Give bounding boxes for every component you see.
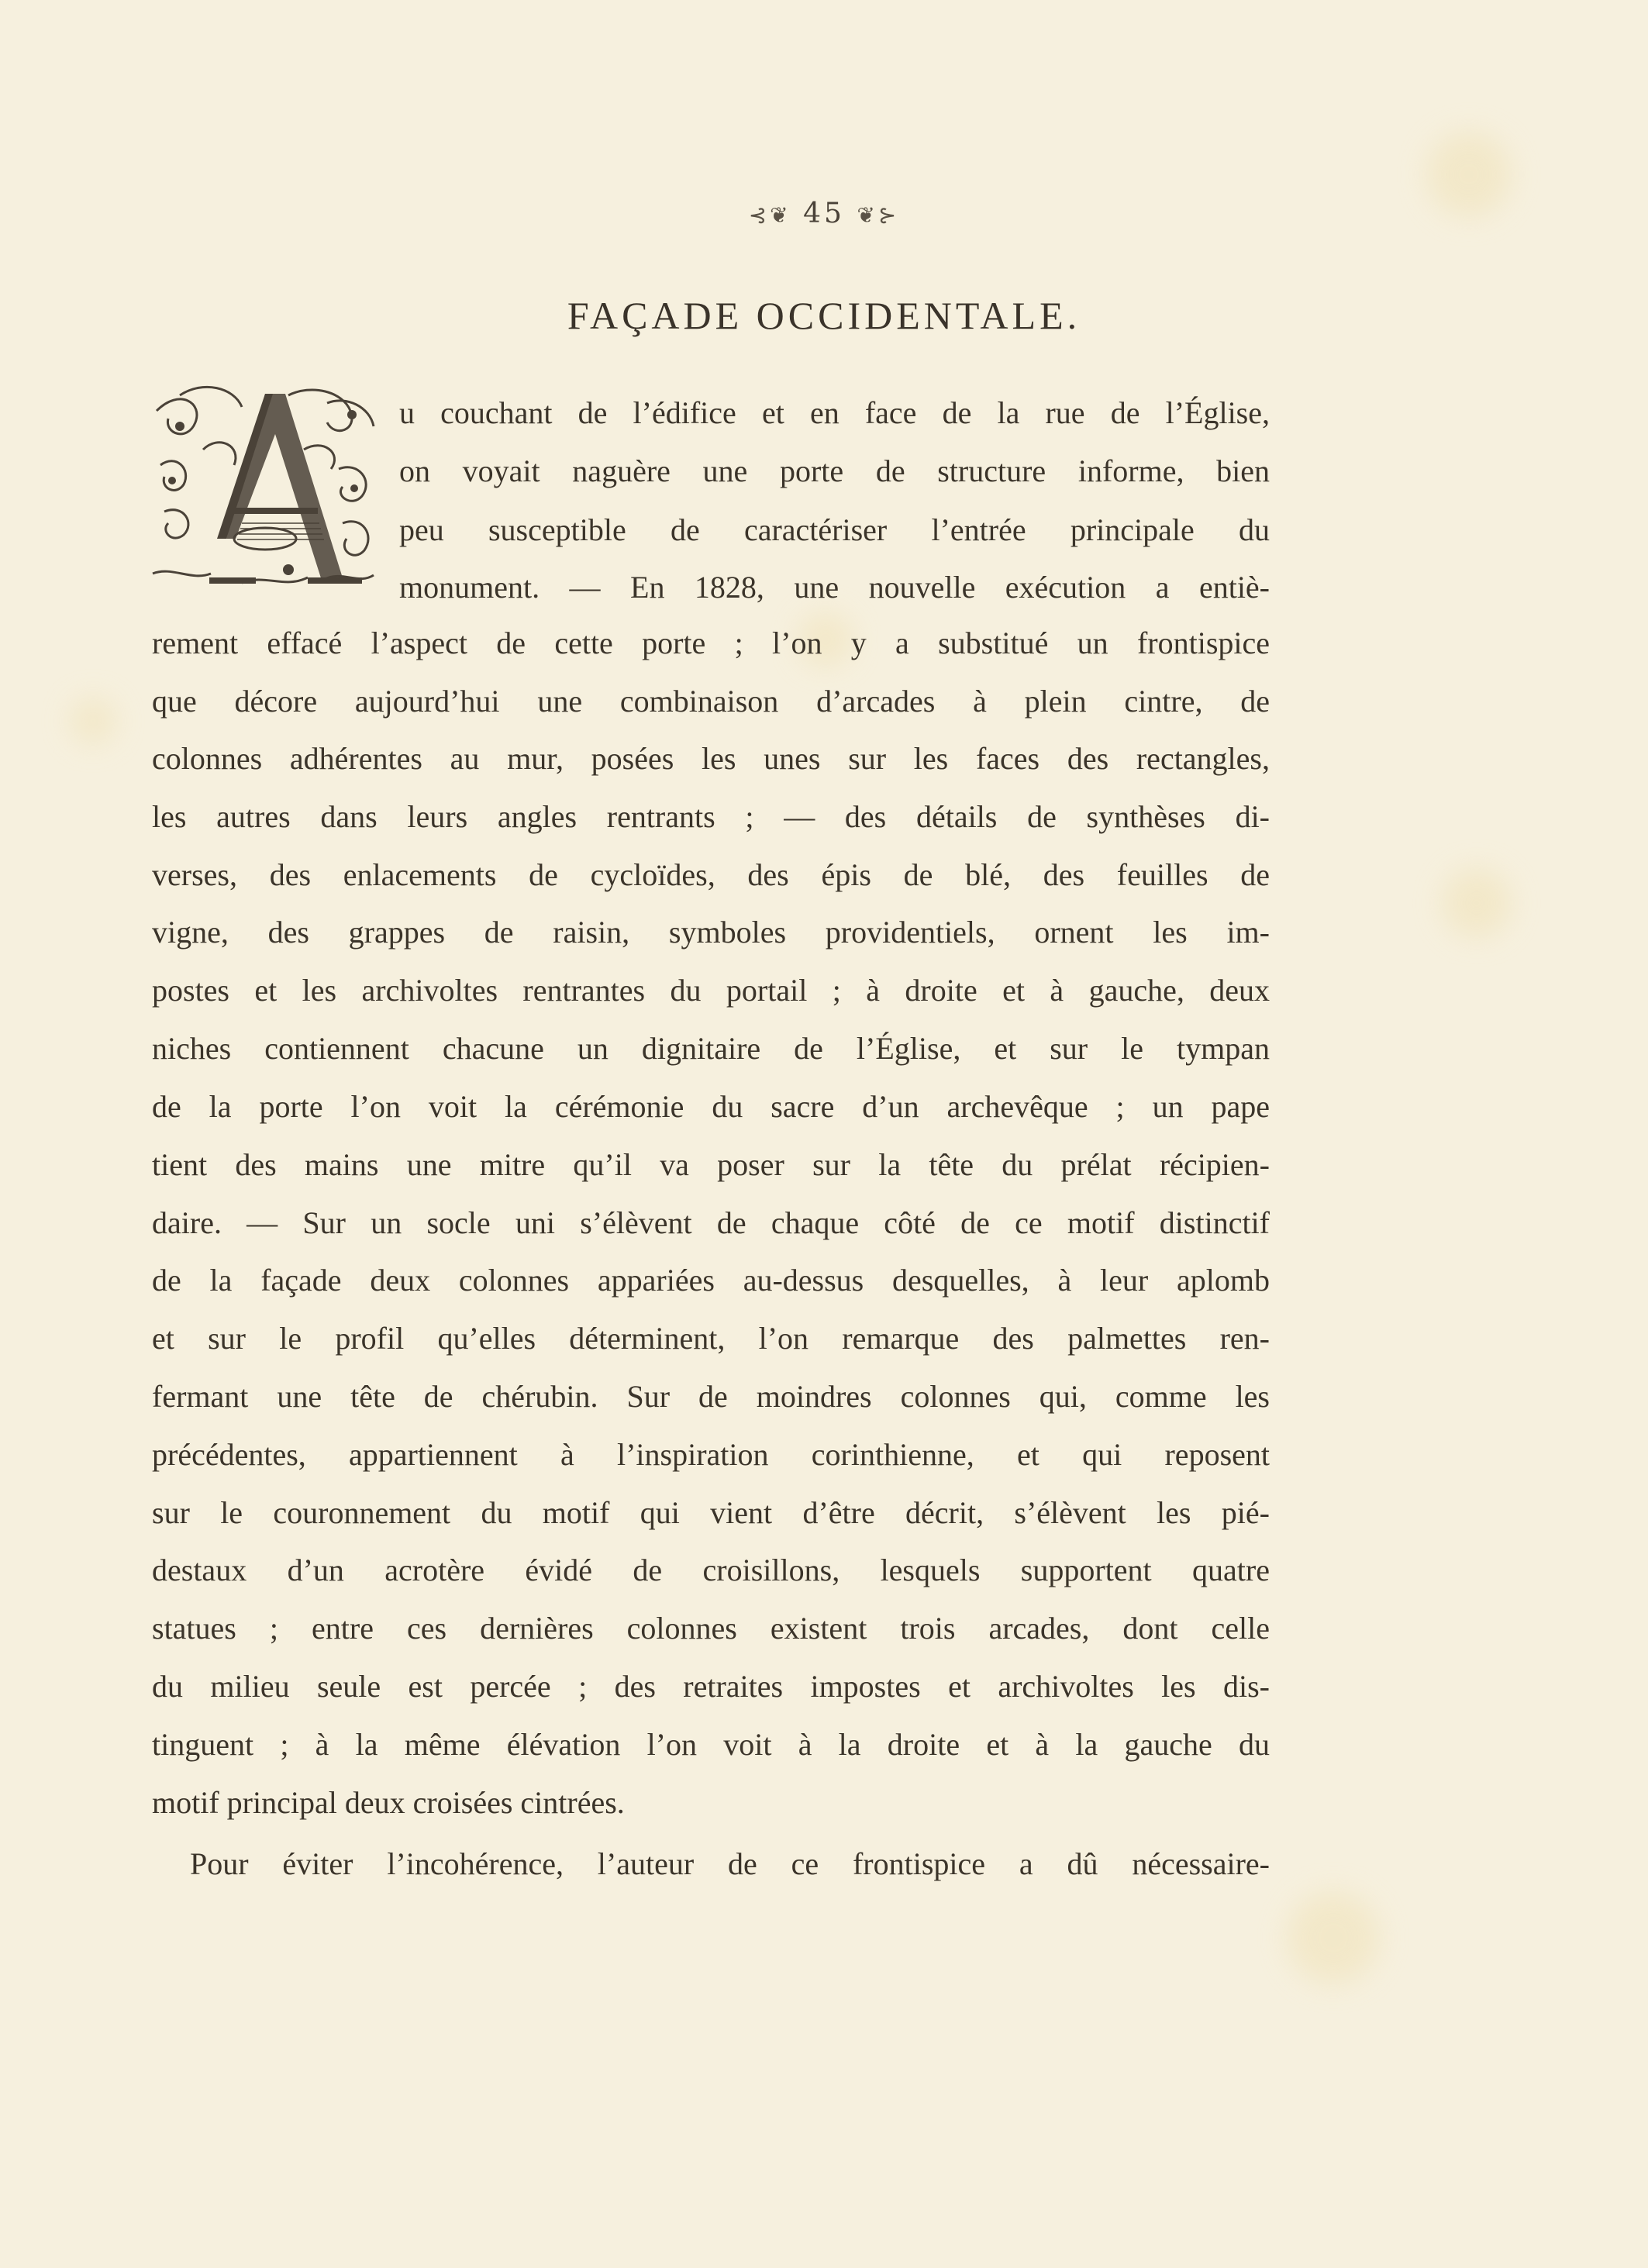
text-line: de la façade deux colonnes appariées au-dessus desquelles, à leur aplomb: [152, 1263, 1270, 1298]
text-line: on voyait naguère une porte de structure informe, bien: [399, 453, 1270, 488]
text-line: tient des mains une mitre qu’il va poser sur la tête du prélat récipien-: [152, 1147, 1270, 1182]
text-line: de la porte l’on voit la cérémonie du sacre d’un archevêque ; un pape: [152, 1089, 1270, 1124]
text-line: fermant une tête de chérubin. Sur de moindres colonnes qui, comme les: [152, 1379, 1270, 1414]
text-line: statues ; entre ces dernières colonnes existent trois arcades, dont celle: [152, 1611, 1270, 1646]
text-line: monument. — En 1828, une nouvelle exécution a entiè-: [399, 570, 1270, 605]
text-line: colonnes adhérentes au mur, posées les unes sur les faces des rectangles,: [152, 741, 1270, 776]
text-line: verses, des enlacements de cycloïdes, des épis de blé, des feuilles de: [152, 857, 1270, 892]
text-line: et sur le profil qu’elles déterminent, l’on remarque des palmettes ren-: [152, 1321, 1270, 1356]
text-line: Pour éviter l’incohérence, l’auteur de ce frontispice a dû nécessaire-: [190, 1846, 1270, 1881]
ornamental-letter-icon: [149, 380, 381, 601]
text-line: les autres dans leurs angles rentrants ; — des détails de synthèses di-: [152, 799, 1270, 834]
paper-stain: [70, 698, 116, 744]
text-line: rement effacé l’aspect de cette porte ; l’on y a substitué un frontispice: [152, 626, 1270, 660]
page-number-value: 45: [803, 198, 845, 229]
page-title: FAÇADE OCCIDENTALE.: [567, 294, 1081, 337]
ornament-right-icon: ❦⊱: [857, 202, 900, 228]
text-line: précédentes, appartiennent à l’inspiration corinthienne, et qui reposent: [152, 1437, 1270, 1472]
ornament-left-icon: ⊰❦: [748, 202, 791, 228]
page-number: [0, 198, 1648, 229]
text-line: destaux d’un acrotère évidé de croisillons, lesquels supportent quatre: [152, 1553, 1270, 1587]
text-line: vigne, des grappes de raisin, symboles providentiels, ornent les im-: [152, 915, 1270, 950]
text-line: daire. — Sur un socle uni s’élèvent de chaque côté de ce motif distinctif: [152, 1205, 1270, 1240]
text-line: que décore aujourd’hui une combinaison d’arcades à plein cintre, de: [152, 684, 1270, 719]
text-line: sur le couronnement du motif qui vient d’être décrit, s’élèvent les pié-: [152, 1495, 1270, 1530]
paper-stain: [1287, 1891, 1380, 1984]
text-line: u couchant de l’édifice et en face de la rue de l’Église,: [399, 395, 1270, 430]
text-line: postes et les archivoltes rentrantes du portail ; à droite et à gauche, deux: [152, 973, 1270, 1008]
drop-cap-initial: [149, 380, 381, 601]
text-line: niches contiennent chacune un dignitaire de l’Église, et sur le tympan: [152, 1031, 1270, 1066]
text-line: du milieu seule est percée ; des retraites impostes et archivoltes les dis-: [152, 1669, 1270, 1704]
paper-stain: [1442, 868, 1512, 938]
text-line: peu susceptible de caractériser l’entrée principale du: [399, 512, 1270, 547]
text-line: tinguent ; à la même élévation l’on voit à la droite et à la gauche du: [152, 1727, 1270, 1762]
text-line: motif principal deux croisées cintrées.: [152, 1785, 625, 1820]
